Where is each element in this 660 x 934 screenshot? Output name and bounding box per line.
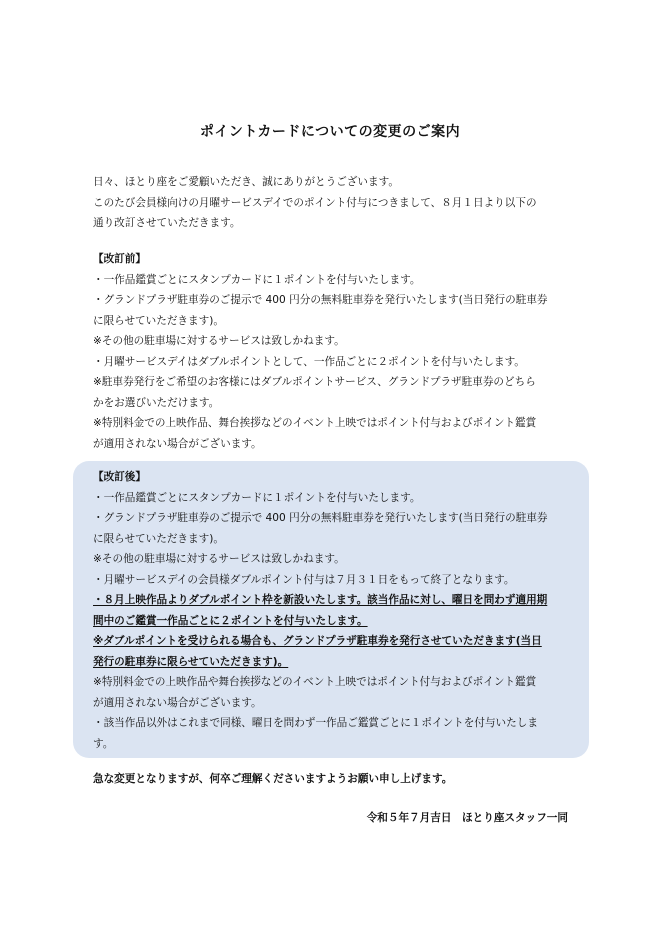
after-line: ・一作品鑑賞ごとにスタンプカードに１ポイントを付与いたします。 [93,491,421,504]
before-heading: 【改訂前】 [93,253,146,265]
after-heading: 【改訂後】 [93,471,146,483]
intro-paragraph [93,172,583,234]
intro-line: 通り改訂させていただきます。 [93,217,241,229]
before-line: ・月曜サービスデイはダブルポイントとして、一作品ごとに２ポイントを付与いたします。 [93,355,525,368]
after-line: が適用されない場合がございます。 [93,696,262,709]
before-line: に限らせていただきます)。 [93,314,224,327]
after-line: ・月曜サービスデイの会員様ダブルポイント付与は７月３１日をもって終了となります。 [93,573,515,586]
before-line: ・グランドプラザ駐車券のご提示で 400 円分の無料駐車券を発行いたします(当日発行の駐車券 [93,294,548,306]
before-line: かをお選びいただけます。 [93,396,220,409]
before-line: ※駐車券発行をご希望のお客様にはダブルポイントサービス、グランドプラザ駐車券のどちら [93,376,536,388]
after-line-parking-rule: ※ダブルポイントを受けられる場合も、グランドプラザ駐車券を発行させていただきます(当日 [93,635,542,647]
after-line: に限らせていただきます)。 [93,532,224,545]
after-line-new-rule: 間中のご鑑賞一作品ごとに２ポイントを付与いたします。 [93,614,368,627]
after-line-parking-rule: 発行の駐車券に限らせていただきます)。 [93,655,289,668]
after-line: す。 [93,737,114,750]
intro-line: このたび会員様向けの月曜サービスデイでのポイント付与につきまして、８月１日より以下の [93,196,537,209]
intro-line: 日々、ほとり座をご愛顧いただき、誠にありがとうございます。 [93,176,399,188]
before-line: が適用されない場合がございます。 [93,437,262,450]
after-line: ・グランドプラザ駐車券のご提示で 400 円分の無料駐車券を発行いたします(当日発行の駐車券 [93,512,548,524]
page-title: ポイントカードについての変更のご案内 [199,124,461,140]
closing-paragraph [93,769,583,790]
after-line-new-rule: ・８月上映作品よりダブルポイント枠を新設いたします。該当作品に対し、曜日を問わず適用期 [93,594,548,606]
before-line: ※その他の駐車場に対するサービスは致しかねます。 [93,335,345,347]
signature: 令和５年７月吉日 ほとり座スタッフ一同 [366,812,568,824]
before-revision-section [93,249,583,454]
after-revision-section [93,467,583,754]
before-line: ・一作品鑑賞ごとにスタンプカードに１ポイントを付与いたします。 [93,273,421,286]
after-line: ※特別料金での上映作品や舞台挨拶などのイベント上映ではポイント付与およびポイント鑑賞 [93,676,537,688]
after-line: ※その他の駐車場に対するサービスは致しかねます。 [93,553,345,565]
closing-line: 急な変更となりますが、何卒ご理解くださいますようお願い申し上げます。 [93,773,453,785]
after-line: ・該当作品以外はこれまで同様、曜日を問わず一作品ご鑑賞ごとに１ポイントを付与いたしま [93,717,538,729]
before-line: ※特別料金での上映作品、舞台挨拶などのイベント上映ではポイント付与およびポイント鑑賞 [93,417,537,429]
